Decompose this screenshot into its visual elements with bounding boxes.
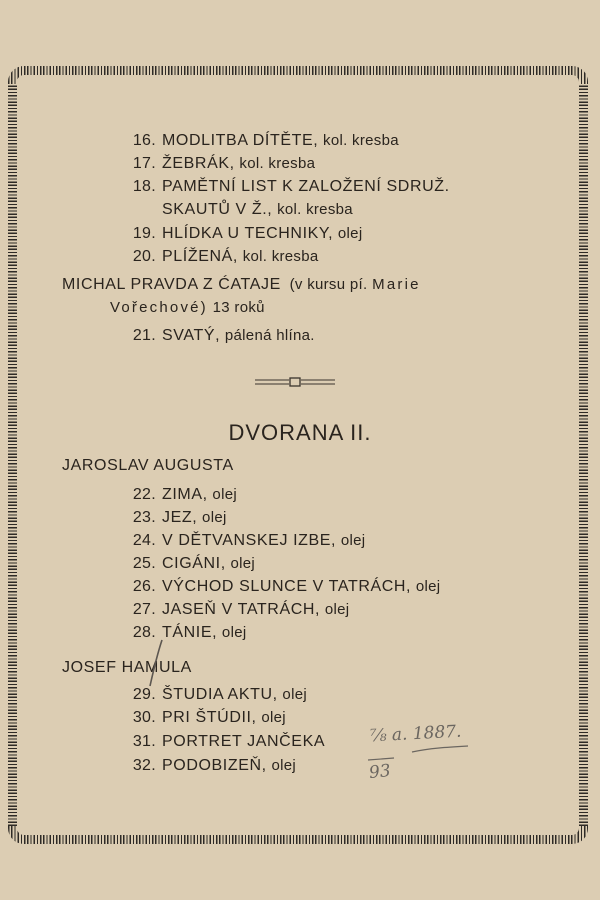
item-number: 29. <box>132 686 156 703</box>
list-item <box>122 578 440 596</box>
item-number: 17. <box>132 155 156 172</box>
item-title: PLÍŽENÁ, <box>162 248 238 265</box>
item-number: 25. <box>132 555 156 572</box>
border-left <box>8 84 17 826</box>
item-number: 31. <box>132 733 156 750</box>
list-item <box>122 624 246 642</box>
item-title: PORTRET JANČEKA <box>162 733 326 750</box>
list-item <box>122 248 319 266</box>
item-title: PODOBIZEŇ, <box>162 757 267 774</box>
artist-name: MICHAL PRAVDA Z ĆATAJE <box>62 276 281 293</box>
item-number: 16. <box>132 132 156 149</box>
list-item-continuation <box>162 201 353 219</box>
item-number: 20. <box>132 248 156 265</box>
item-number: 19. <box>132 225 156 242</box>
item-number: 26. <box>132 578 156 595</box>
item-medium: olej <box>202 509 227 526</box>
handwritten-note: ⅞ a. 1887. <box>369 721 462 747</box>
item-title: ZIMA, <box>162 486 208 503</box>
list-item <box>122 709 286 727</box>
handwritten-slash-mark <box>146 638 168 690</box>
item-title: PRI ŠTÚDII, <box>162 709 257 726</box>
artist-note: (v kursu pí. <box>289 276 368 293</box>
item-medium: olej <box>230 555 256 572</box>
item-title: TÁNIE, <box>162 624 218 641</box>
item-title: SKAUTŮ V Ž., <box>162 201 273 218</box>
list-item <box>122 733 325 751</box>
item-title: JASEŇ V TATRÁCH, <box>162 601 321 618</box>
item-number: 32. <box>132 757 156 774</box>
list-item <box>122 555 255 573</box>
list-item <box>122 132 399 150</box>
artist-note-name: Marie <box>372 276 421 293</box>
artist-line <box>62 276 421 294</box>
item-title: MODLITBA DÍTĚTE, <box>162 132 319 149</box>
item-number: 18. <box>132 178 156 195</box>
item-number: 27. <box>132 601 156 618</box>
item-title: HLÍDKA U TECHNIKY, <box>162 225 334 242</box>
list-item <box>122 532 365 550</box>
handwritten-underline <box>410 744 470 756</box>
artist-note-name: Vořechové) <box>110 299 208 316</box>
list-item <box>122 155 315 173</box>
item-title: VÝCHOD SLUNCE V TATRÁCH, <box>162 578 412 595</box>
item-medium: olej <box>415 578 441 595</box>
item-number: 28. <box>132 624 156 641</box>
item-medium: olej <box>271 757 296 774</box>
list-item <box>122 327 315 345</box>
item-title: CIGÁNI, <box>162 555 226 572</box>
item-medium: olej <box>212 486 237 503</box>
item-number: 24. <box>132 532 156 549</box>
list-item <box>122 509 227 527</box>
item-title: ŠTUDIA AKTU, <box>162 686 278 703</box>
item-medium: kol. kresba <box>239 155 316 172</box>
handwritten-number: 93 <box>368 760 392 784</box>
section-heading: DVORANA II. <box>228 420 372 445</box>
item-medium: olej <box>221 624 247 641</box>
item-medium: kol. kresba <box>323 132 399 149</box>
item-medium: kol. kresba <box>242 248 319 265</box>
item-medium: olej <box>282 686 307 703</box>
list-item <box>122 486 237 504</box>
item-title: JEZ, <box>162 509 198 526</box>
border-right <box>579 84 588 826</box>
artist-name: JAROSLAV AUGUSTA <box>62 457 234 474</box>
item-medium: kol. kresba <box>277 201 353 218</box>
item-number: 21. <box>132 327 156 344</box>
divider-ornament <box>255 375 335 389</box>
artist-age: 13 roků <box>212 299 265 316</box>
item-medium: olej <box>337 225 363 242</box>
item-medium: olej <box>340 532 366 549</box>
list-item <box>122 601 349 619</box>
item-number: 23. <box>132 509 156 526</box>
item-title: PAMĚTNÍ LIST K ZALOŽENÍ SDRUŽ. <box>162 178 450 195</box>
list-item <box>122 757 296 775</box>
list-item <box>122 178 450 196</box>
list-item <box>122 225 362 243</box>
item-title: SVATÝ, <box>162 327 221 344</box>
artist-name: JOSEF HAMULA <box>62 659 192 676</box>
item-title: V DĚTVANSKEJ IZBE, <box>162 532 337 549</box>
item-number: 30. <box>132 709 156 726</box>
item-medium: olej <box>261 709 286 726</box>
item-medium: olej <box>324 601 350 618</box>
item-medium: pálená hlína. <box>224 327 315 344</box>
item-number: 22. <box>132 486 156 503</box>
artist-line-2 <box>110 299 265 317</box>
item-title: ŽEBRÁK, <box>162 155 235 172</box>
